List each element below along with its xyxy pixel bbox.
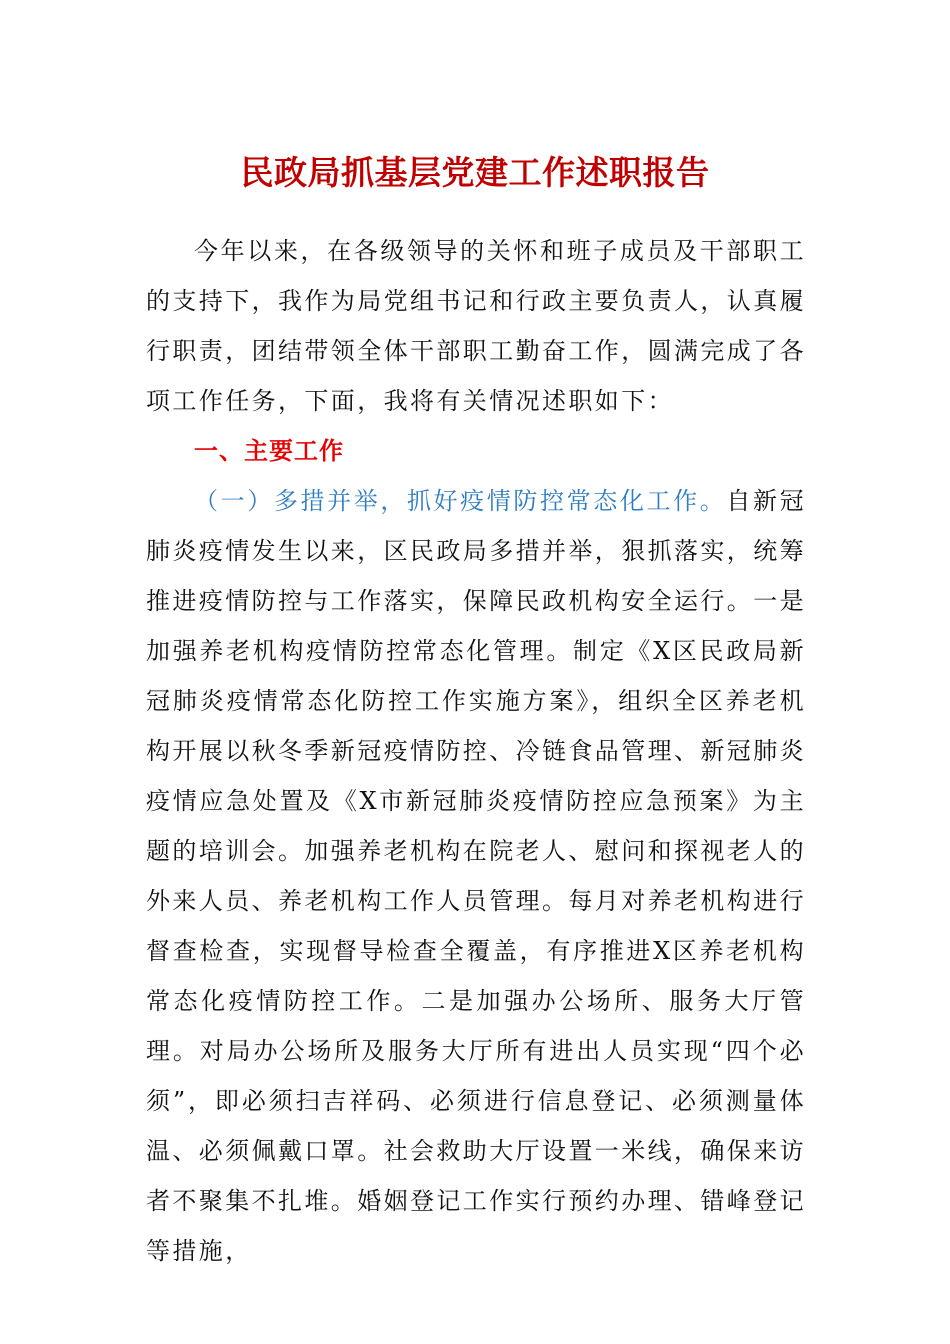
subsection-heading: （一）多措并举，抓好疫情防控常态化工作。: [194, 487, 727, 515]
document-body: [146, 226, 806, 1276]
section-heading-text: 一、主要工作: [194, 437, 344, 465]
document-title: 民政局抓基层党建工作述职报告: [240, 153, 710, 192]
section-heading: [146, 426, 806, 476]
intro-paragraph: 今年以来，在各级领导的关怀和班子成员及干部职工的支持下，我作为局党组书记和行政主要负责人，认真履行职责，团结带领全体干部职工勤奋工作，圆满完成了各项工作任务，下面，我将有关情况述职如下：: [146, 237, 806, 415]
subsection-text: 自新冠肺炎疫情发生以来，区民政局多措并举，狠抓落实，统筹推进疫情防控与工作落实，保障民政机构安全运行。一是加强养老机构疫情防控常态化管理。制定《X区民政局新冠肺炎疫情常态化防控工作实施方案》，组织全区养老机构开展以秋冬季新冠疫情防控、冷链食品管理、新冠肺炎疫情应急处置及《X市新冠肺炎疫情防控应急预案》为主题的培训会。加强养老机构在院老人、慰问和探视老人的外来人员、养老机构工作人员管理。每月对养老机构进行督查检查，实现督导检查全覆盖，有序推进X区养老机构常态化疫情防控工作。二是加强办公场所、服务大厅管理。对局办公场所及服务大厅所有进出人员实现“四个必须”，即必须扫吉祥码、必须进行信息登记、必须测量体温、必须佩戴口罩。社会救助大厅设置一米线，确保来访者不聚集不扎堆。婚姻登记工作实行预约办理、错峰登记等措施，: [146, 487, 806, 1265]
subsection-paragraph: [146, 476, 806, 1276]
